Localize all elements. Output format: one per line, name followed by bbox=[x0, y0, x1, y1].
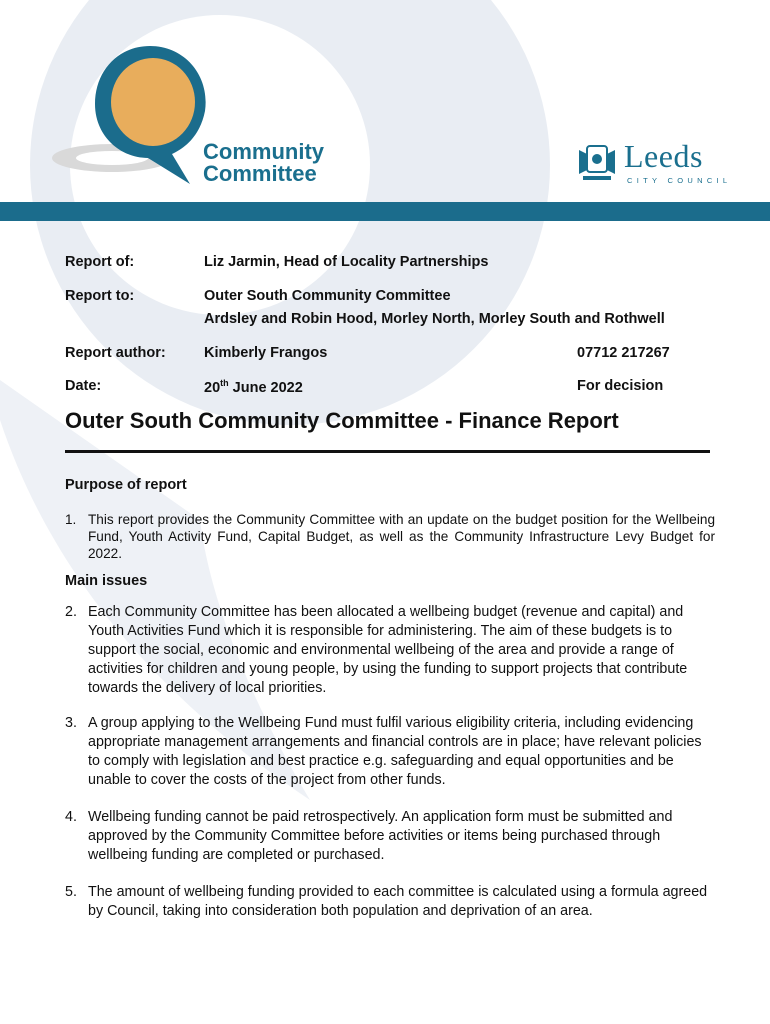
report-author-value: Kimberly Frangos bbox=[204, 345, 328, 361]
leeds-wordmark: Leeds bbox=[624, 138, 703, 174]
paragraph-5 bbox=[65, 883, 715, 921]
paragraph-text: This report provides the Community Committee with an update on the budget position for the Wellbeing Fund, Youth Activity Fund, Capital Budget, as well as the Community Infrastructure Levy Budget for 2022. bbox=[88, 512, 715, 561]
report-to-wards: Ardsley and Robin Hood, Morley North, Morley South and Rothwell bbox=[204, 311, 665, 327]
report-to-value: Outer South Community Committee bbox=[204, 288, 451, 304]
wordmark-line1: Community bbox=[203, 139, 324, 164]
report-to-label: Report to: bbox=[65, 288, 135, 304]
paragraph-2 bbox=[65, 603, 715, 698]
community-committee-logo-icon bbox=[50, 36, 210, 186]
community-committee-wordmark bbox=[203, 141, 324, 185]
decision-status: For decision bbox=[577, 378, 664, 394]
paragraph-3 bbox=[65, 714, 715, 790]
leeds-crest-icon bbox=[575, 140, 621, 184]
date-value bbox=[204, 378, 303, 396]
author-phone: 07712 217267 bbox=[577, 345, 670, 361]
paragraph-number: 1. bbox=[65, 512, 77, 527]
report-of-label: Report of: bbox=[65, 254, 135, 270]
report-of-value: Liz Jarmin, Head of Locality Partnerships bbox=[204, 254, 489, 270]
header-band bbox=[0, 202, 770, 221]
paragraph-text: Wellbeing funding cannot be paid retrospectively. An application form must be submitted and approved by the Community Committee before activities or items being purchased through wellbeing funding are completed or purchased. bbox=[88, 809, 673, 863]
wordmark-line2: Committee bbox=[203, 161, 317, 186]
paragraph-number: 3. bbox=[65, 715, 77, 731]
report-author-label: Report author: bbox=[65, 345, 166, 361]
paragraph-text: A group applying to the Wellbeing Fund must fulfil various eligibility criteria, including evidencing appropriate management arrangements and financial controls are in place; have relevant policies to comply with legislation and best practice e.g. safeguarding and equal opportunities and be unable to cover the costs of the project from other funds. bbox=[88, 715, 702, 788]
paragraph-text: The amount of wellbeing funding provided to each committee is calculated using a formula agreed by Council, taking into consideration both population and deprivation of an area. bbox=[88, 884, 708, 919]
date-rest: June 2022 bbox=[228, 379, 303, 396]
date-label: Date: bbox=[65, 378, 102, 394]
page-title: Outer South Community Committee - Finance Report bbox=[65, 408, 619, 433]
city-council-label: CITY COUNCIL bbox=[627, 176, 732, 185]
main-issues-heading: Main issues bbox=[65, 573, 148, 589]
date-suffix: th bbox=[220, 378, 229, 388]
date-day: 20 bbox=[204, 379, 221, 396]
paragraph-text: Each Community Committee has been allocated a wellbeing budget (revenue and capital) and Youth Activities Fund which it is responsible for administering. The aim of these budgets is to support the social, economic and environmental wellbeing of the area and provide a range of activities for children and young people, by using the funding to support projects that contribute towards the delivery of local priorities. bbox=[88, 604, 688, 696]
paragraph-1 bbox=[65, 511, 715, 562]
paragraph-number: 4. bbox=[65, 809, 77, 825]
paragraph-number: 2. bbox=[65, 604, 77, 620]
paragraph-number: 5. bbox=[65, 884, 77, 900]
purpose-heading: Purpose of report bbox=[65, 477, 187, 493]
paragraph-4 bbox=[65, 808, 715, 865]
title-divider bbox=[65, 450, 710, 453]
